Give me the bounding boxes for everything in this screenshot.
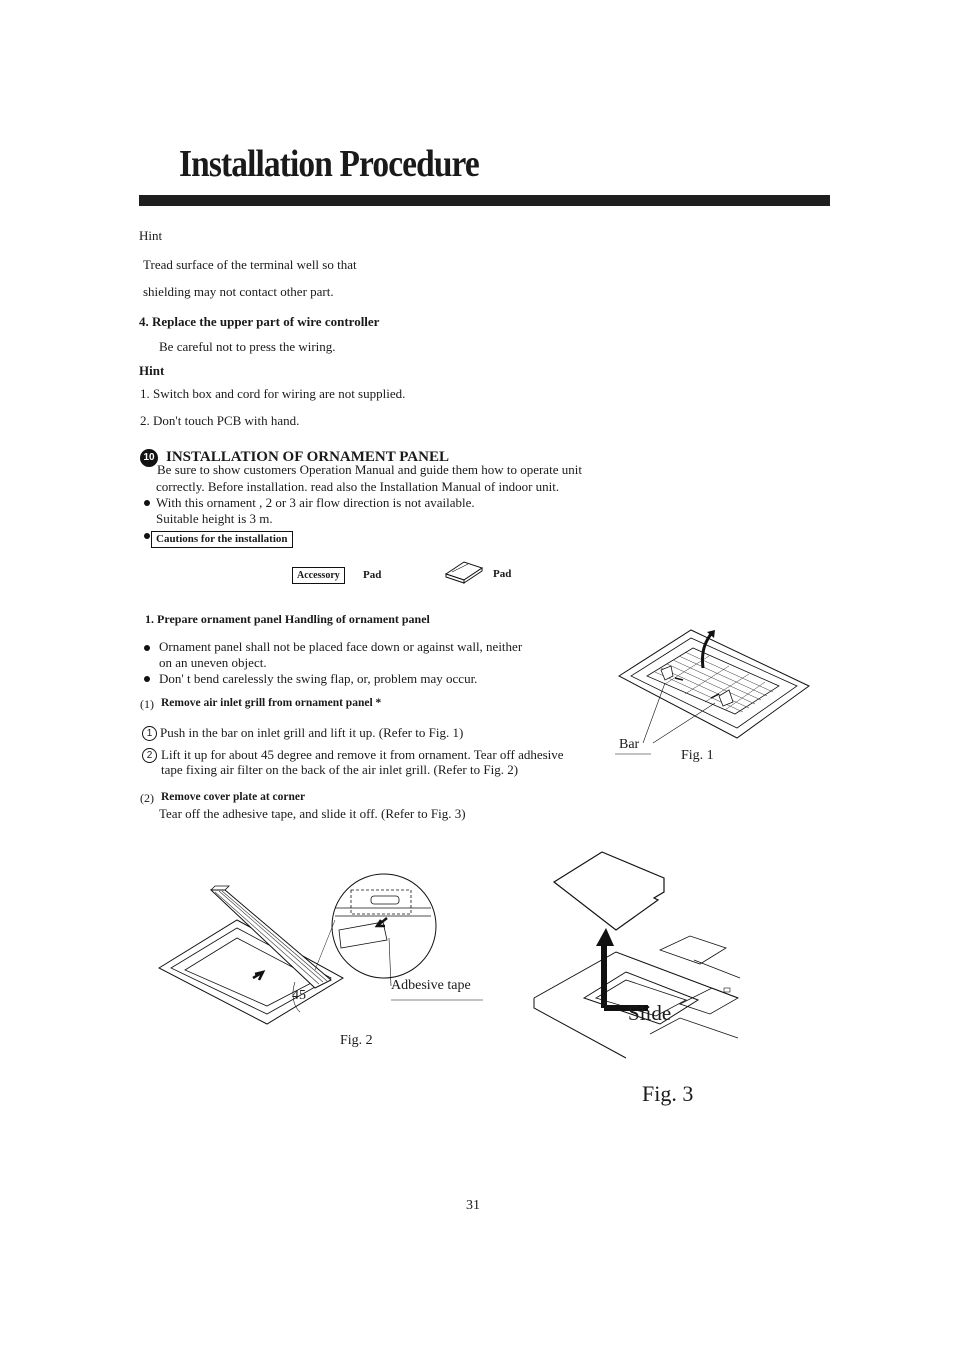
step4-hint-label: Hint xyxy=(139,363,165,378)
remove-grill-step-2b: tape fixing air filter on the back of the air inlet grill. (Refer to Fig. 2) xyxy=(161,762,519,777)
fig1-label: Fig. 1 xyxy=(681,748,714,763)
bullet-dot xyxy=(144,676,150,682)
ornament-note-1: With this ornament , 2 or 3 air flow direction is not available. xyxy=(156,495,475,510)
step-number-1: 1 xyxy=(142,726,157,741)
step-number-2: 2 xyxy=(142,748,157,763)
prepare-bullet-1a: Ornament panel shall not be placed face down or against wall, neither xyxy=(159,639,523,654)
fig3-illustration xyxy=(530,848,750,1078)
bar-label-underline xyxy=(615,753,655,757)
fig2-illustration xyxy=(155,860,500,1025)
pad-icon xyxy=(442,558,486,586)
hint-label-top: Hint xyxy=(139,228,163,243)
pad-label-2: Pad xyxy=(493,568,512,580)
bullet-dot xyxy=(144,500,150,506)
fig2-angle-label: 45 xyxy=(292,988,306,1003)
remove-cover-num: (2) xyxy=(140,791,154,805)
step4-hint-1: 1. Switch box and cord for wiring are not supplied. xyxy=(140,386,406,401)
title-rule xyxy=(139,195,830,206)
cautions-box-label: Cautions for the installation xyxy=(151,531,293,548)
section-heading: INSTALLATION OF ORNAMENT PANEL xyxy=(166,449,449,465)
fig2-tape-label: Adbesive tape xyxy=(391,978,471,993)
fig3-label: Fig. 3 xyxy=(642,1081,694,1106)
section-intro-2: correctly. Before installation. read also the Installation Manual of indoor unit. xyxy=(156,479,560,494)
accessory-box-label: Accessory xyxy=(292,567,345,584)
remove-grill-heading: Remove air inlet grill from ornament panel * xyxy=(161,697,382,709)
fig2-label: Fig. 2 xyxy=(340,1033,373,1048)
hint-line-2: shielding may not contact other part. xyxy=(143,284,334,299)
fig1-illustration xyxy=(615,628,815,743)
remove-cover-text: Tear off the adhesive tape, and slide it off. (Refer to Fig. 3) xyxy=(159,806,466,821)
section-intro-1: Be sure to show customers Operation Manual and guide them how to operate unit xyxy=(157,462,582,477)
remove-grill-step-1: Push in the bar on inlet grill and lift it up. (Refer to Fig. 1) xyxy=(160,725,464,740)
bullet-dot xyxy=(144,533,150,539)
step4-hint-2: 2. Don't touch PCB with hand. xyxy=(140,413,300,428)
step4-note: Be careful not to press the wiring. xyxy=(159,339,336,354)
prepare-bullet-1b: on an uneven object. xyxy=(159,655,267,670)
ornament-note-2: Suitable height is 3 m. xyxy=(156,511,273,526)
step4-heading: 4. Replace the upper part of wire controller xyxy=(139,314,380,329)
page-number: 31 xyxy=(466,1198,480,1213)
fig3-slide-label: Slide xyxy=(628,1001,672,1025)
hint-line-1: Tread surface of the terminal well so that xyxy=(143,257,357,272)
remove-cover-heading: Remove cover plate at corner xyxy=(161,791,306,803)
remove-grill-num: (1) xyxy=(140,697,154,711)
remove-grill-step-2a: Lift it up for about 45 degree and remove it from ornament. Tear off adhesive xyxy=(161,747,564,762)
section-number-badge: 10 xyxy=(140,449,158,467)
prepare-bullet-2: Don' t bend carelessly the swing flap, or, problem may occur. xyxy=(159,671,478,686)
pad-label-1: Pad xyxy=(363,569,382,581)
prepare-heading: 1. Prepare ornament panel Handling of ornament panel xyxy=(145,612,430,626)
bullet-dot xyxy=(144,645,150,651)
fig1-bar-label: Bar xyxy=(619,737,640,752)
page-title: Installation Procedure xyxy=(179,143,479,185)
